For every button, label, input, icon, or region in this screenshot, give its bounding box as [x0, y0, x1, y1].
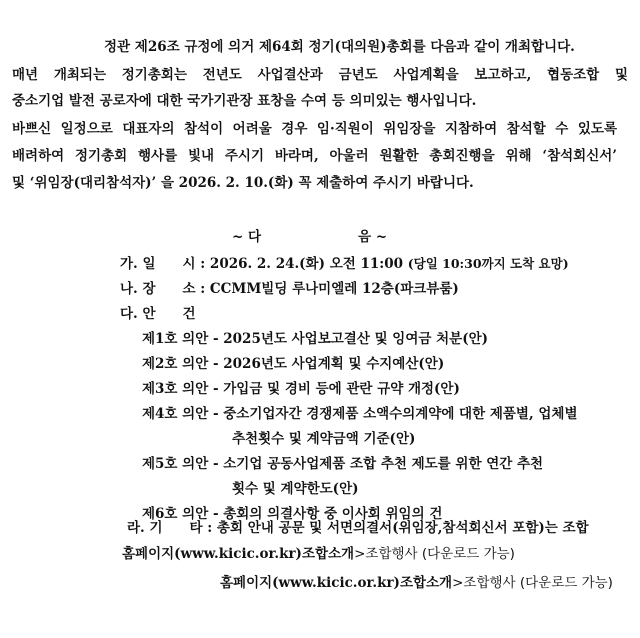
agenda-item-3	[142, 380, 460, 398]
agenda-text: 2025년도 사업보고결산 및 잉여금 처분(안)	[223, 331, 489, 347]
etc-row	[127, 519, 589, 537]
place-value: CCMM빌딩 루나미엘레 12층(파크뷰룸)	[209, 281, 459, 297]
agenda-text: 2026년도 사업계획 및 수지예산(안)	[223, 356, 445, 372]
heading-left: ~ 다	[232, 229, 262, 245]
etc-link-line-2	[220, 574, 613, 592]
intro-line-5: 배려하여 정기총회 행사를 빛내 주시기 바라며, 아울러 원활한 총회진행을 위해 ‘참석회신서’	[12, 148, 617, 164]
homepage-link-2[interactable]: 홈페이지(www.kicic.or.kr)조합소개	[220, 575, 453, 591]
link-suffix: >조합행사 (다운로드 가능)	[354, 546, 515, 562]
intro-line-6: 및 ‘위임장(대리참석자)’ 을 2026. 2. 10.(화) 꼭 제출하여 주시기 바랍니다.	[12, 175, 474, 191]
date-value: 2026. 2. 24.(화) 오전 11:00	[209, 256, 404, 272]
date-row	[120, 255, 569, 273]
place-row	[120, 280, 459, 298]
agenda-no: 제6호 의안 -	[142, 506, 219, 522]
etc-label: 라. 기 타 :	[127, 520, 213, 536]
agenda-item-5-cont: 횟수 및 계약한도(안)	[232, 481, 359, 497]
agenda-label: 다. 안 건	[120, 306, 196, 322]
agenda-no: 제4호 의안 -	[142, 406, 219, 422]
agenda-no: 제2호 의안 -	[142, 356, 219, 372]
agenda-no: 제1호 의안 -	[142, 331, 219, 347]
agenda-no: 제5호 의안 -	[142, 456, 219, 472]
intro-line-2: 매년 개최되는 정기총회는 전년도 사업결산과 금년도 사업계획을 보고하고, 협동조합 및	[12, 67, 628, 83]
intro-line-3: 중소기업 발전 공로자에 대한 국가기관장 표창을 수여 등 의미있는 행사입니다.	[12, 93, 477, 109]
agenda-text: 가입금 및 경비 등에 관란 규약 개정(안)	[223, 381, 460, 397]
agenda-text: 소기업 공동사업제품 조합 추천 제도를 위한 연간 추천	[223, 456, 544, 472]
heading-right: 음 ~	[358, 229, 388, 245]
intro-line-1: 정관 제26조 규정에 의거 제64회 정기(대의원)총회를 다음과 같이 개최합니다.	[104, 39, 575, 55]
agenda-item-4	[142, 405, 578, 423]
intro-line-4: 바쁘신 일정으로 대표자의 참석이 어려울 경우 임·직원이 위임장을 지참하여 참석할 수 있도록	[12, 121, 617, 137]
homepage-link[interactable]: 홈페이지(www.kicic.or.kr)조합소개	[122, 546, 355, 562]
etc-text: 총회 안내 공문 및 서면의결서(위임장,참석회신서 포함)는 조합	[216, 520, 589, 536]
date-label: 가. 일 시 :	[120, 256, 206, 272]
agenda-item-2	[142, 355, 444, 373]
agenda-text: 중소기업자간 경쟁제품 소액수의계약에 대한 제품별, 업체별	[223, 406, 578, 422]
agenda-no: 제3호 의안 -	[142, 381, 219, 397]
agenda-item-1	[142, 330, 488, 348]
date-note: (당일 10:30까지 도착 요망)	[407, 256, 569, 271]
etc-link-line	[122, 545, 515, 563]
agenda-text: 총회의 의결사항 중 이사회 위임의 건	[223, 506, 443, 522]
agenda-item-5	[142, 455, 543, 473]
place-label: 나. 장 소 :	[120, 281, 206, 297]
agenda-item-4-cont: 추천횟수 및 계약금액 기준(안)	[232, 431, 416, 447]
link-suffix-2: >조합행사 (다운로드 가능)	[452, 575, 613, 591]
